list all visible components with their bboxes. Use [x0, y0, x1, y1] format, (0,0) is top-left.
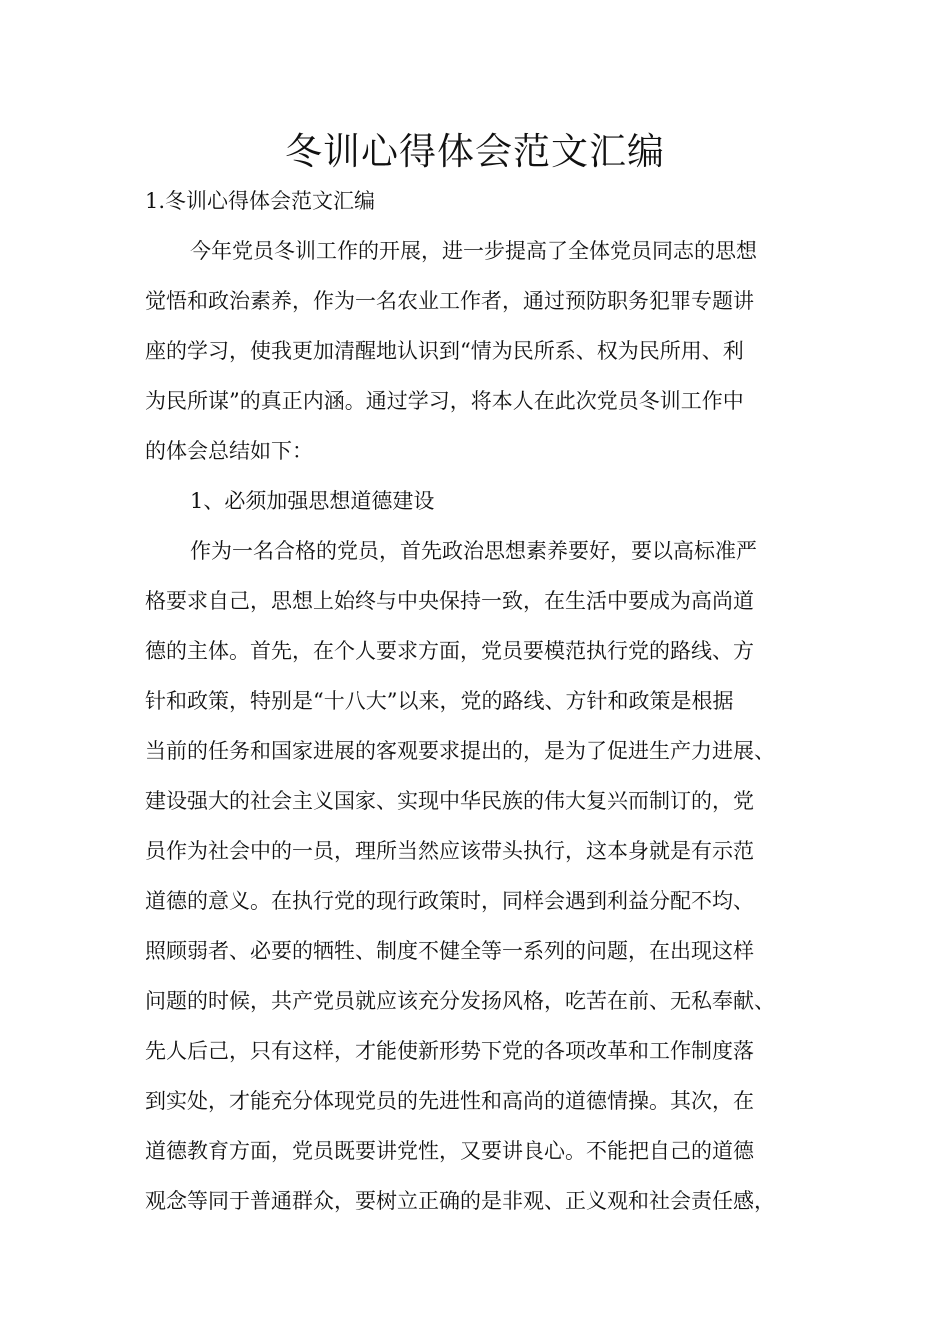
paragraph-line: 员作为社会中的一员，理所当然应该带头执行，这本身就是有示范 — [145, 839, 754, 863]
paragraph-line: 到实处，才能充分体现党员的先进性和高尚的道德情操。其次，在 — [145, 1089, 754, 1113]
paragraph-line: 格要求自己，思想上始终与中央保持一致，在生活中要成为高尚道 — [145, 589, 754, 613]
paragraph-line: 针和政策，特别是“十八大”以来，党的路线、方针和政策是根据 — [145, 689, 734, 713]
paragraph-line: 道德教育方面，党员既要讲党性，又要讲良心。不能把自己的道德 — [145, 1139, 754, 1163]
paragraph-line: 德的主体。首先，在个人要求方面，党员要模范执行党的路线、方 — [145, 639, 754, 663]
paragraph-line: 问题的时候，共产党员就应该充分发扬风格，吃苦在前、无私奉献、 — [145, 989, 775, 1013]
document-title: 冬训心得体会范文汇编 — [285, 130, 665, 173]
paragraph-line: 道德的意义。在执行党的现行政策时，同样会遇到利益分配不均、 — [145, 889, 754, 913]
paragraph-line: 当前的任务和国家进展的客观要求提出的，是为了促进生产力进展、 — [145, 739, 775, 763]
paragraph-line: 观念等同于普通群众，要树立正确的是非观、正义观和社会责任感， — [145, 1189, 775, 1213]
paragraph-line: 座的学习，使我更加清醒地认识到“情为民所系、权为民所用、利 — [145, 339, 744, 363]
paragraph-line: 觉悟和政治素养，作为一名农业工作者，通过预防职务犯罪专题讲 — [145, 289, 754, 313]
paragraph-line: 为民所谋”的真正内涵。通过学习，将本人在此次党员冬训工作中 — [145, 389, 744, 413]
paragraph-line: 照顾弱者、必要的牺牲、制度不健全等一系列的问题，在出现这样 — [145, 939, 754, 963]
subsection-heading: 1、必须加强思想道德建设 — [190, 489, 435, 513]
paragraph-line: 今年党员冬训工作的开展，进一步提高了全体党员同志的思想 — [190, 239, 757, 263]
section-label: 1.冬训心得体会范文汇编 — [145, 189, 376, 213]
paragraph-line: 先人后己，只有这样，才能使新形势下党的各项改革和工作制度落 — [145, 1039, 754, 1063]
paragraph-line: 建设强大的社会主义国家、实现中华民族的伟大复兴而制订的，党 — [145, 789, 754, 813]
paragraph-line: 作为一名合格的党员，首先政治思想素养要好，要以高标准严 — [190, 539, 757, 563]
paragraph-line: 的体会总结如下： — [145, 439, 313, 463]
